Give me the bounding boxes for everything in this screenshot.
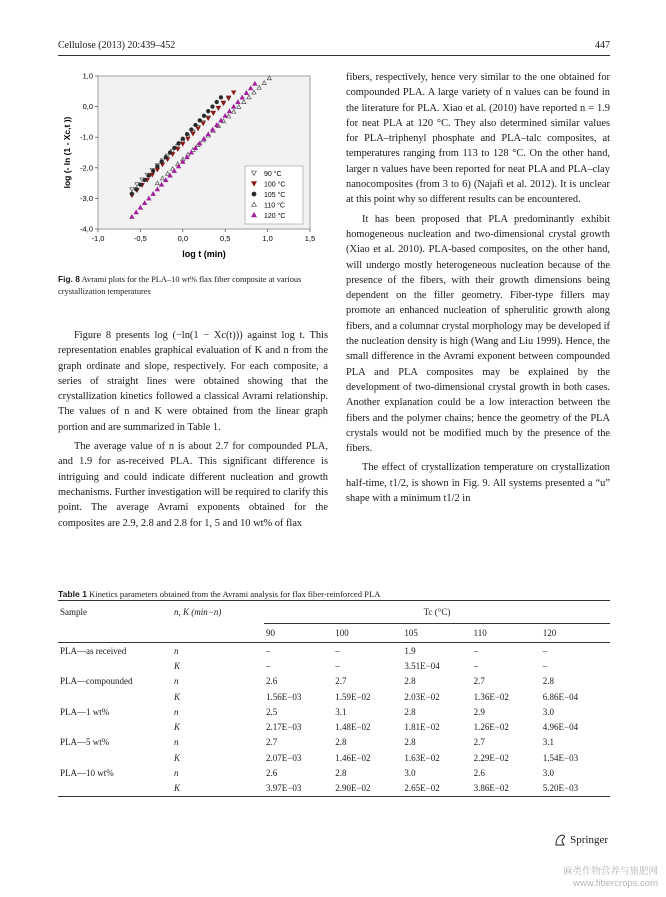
data-point bbox=[202, 114, 206, 118]
data-point bbox=[134, 187, 138, 191]
legend-label: 110 °C bbox=[264, 202, 285, 210]
data-point bbox=[143, 178, 147, 182]
data-point bbox=[194, 123, 198, 127]
value-cell: 2.7 bbox=[335, 676, 347, 687]
value-cell: 1.59E−02 bbox=[335, 691, 371, 702]
left-column bbox=[58, 328, 328, 531]
paragraph: fibers, respectively, hence very similar to the one obtained for compounded PLA. A large variety of n values can be found in the literature for PLA. Xiao et al. (2010) have reported n = 1.9 for neat PLA at 120 °C. They also determined similar values for PLA–triphenyl phosphate and PLA–talc composites, at temperatures ranging from 113 to 128 °C. On the other hand, larger n values have been reported for neat PLA and PLA–clay nanocomposites (from 3 to 6) (Najafi et al. 2012). It is unclear at this point why so different results can be encountered. bbox=[346, 72, 610, 206]
value-cell: 1.81E−02 bbox=[404, 722, 440, 733]
table-row bbox=[58, 719, 610, 734]
data-point bbox=[164, 155, 168, 159]
watermark bbox=[563, 866, 658, 890]
data-point bbox=[185, 132, 189, 136]
header-temp: 100 bbox=[333, 624, 402, 643]
paragraph: Figure 8 presents log (−ln(1 − Xc(t))) against log t. This representation enables graphical evaluation of K and n from the graph ordinate and slope, respectively. For each composite, a series of straight lines were obtained showing that the crystallization kinetics followed a classical Avrami relationship. The values of n and K were obtained from the linear graph portion and are summarized in Table 1. bbox=[58, 330, 328, 433]
data-point bbox=[177, 142, 181, 146]
value-cell: 1.54E−03 bbox=[542, 752, 579, 763]
data-point bbox=[206, 109, 210, 113]
x-tick-label: -0,5 bbox=[133, 234, 147, 243]
x-axis-label: log t (min) bbox=[182, 249, 226, 259]
sample-cell bbox=[58, 658, 172, 673]
sample-cell: PLA—5 wt% bbox=[60, 737, 110, 748]
header-temp: 120 bbox=[541, 624, 610, 643]
param-cell: K bbox=[172, 781, 264, 797]
y-tick-label: 1,0 bbox=[82, 71, 93, 81]
table-row bbox=[58, 643, 610, 659]
figure-caption-text: Avrami plots for the PLA–10 wt% flax fiber composite at various crystallization temperatures bbox=[58, 275, 302, 296]
table-caption bbox=[58, 589, 380, 599]
param-cell: K bbox=[174, 660, 181, 671]
y-tick-label: -1,0 bbox=[80, 132, 93, 142]
param-cell: K bbox=[174, 752, 181, 763]
sample-cell bbox=[58, 689, 172, 704]
legend-label: 100 °C bbox=[264, 181, 286, 189]
y-tick-label: -2,0 bbox=[80, 163, 93, 173]
page-number: 447 bbox=[595, 40, 610, 51]
value-cell: – bbox=[335, 660, 340, 671]
sample-cell bbox=[58, 719, 172, 734]
data-point bbox=[198, 119, 202, 123]
paragraph: It has been proposed that PLA predominantly exhibit homogeneous nucleation and two-dimensional crystal growth (Xiao et al. 2010). PLA-based composites, on the other hand, will undergo mostly heterogeneous nucleation because of the presence of the fibers, with their growth dimensions being dependent on the filler geometry. Fiber-type fillers may promote an enhanced nucleation of spherulitic growth along fibers, and a columnar crystal morphology may be developed if the nucleation density is high (Wang and Liu 1999). Hence, the small difference in the Avrami exponent between compounded PLA and PLA composites may be explained by the development of two-dimensional crystal growth in both cases. Another explanation could be a low interaction between the fibers and the polymer chains; hence the geometry of the PLA crystals would not be modified much by the presence of the fibers. bbox=[346, 213, 610, 455]
data-point bbox=[211, 105, 215, 109]
value-cell: 2.03E−02 bbox=[404, 691, 440, 702]
y-tick-label: -3,0 bbox=[80, 193, 93, 203]
value-cell: 3.0 bbox=[404, 768, 416, 779]
table-label: Table 1 bbox=[58, 589, 87, 599]
y-axis-label: log (- ln (1 - Xc,t )) bbox=[62, 116, 72, 189]
legend-label: 105 °C bbox=[264, 192, 286, 199]
value-cell: 3.97E−03 bbox=[264, 781, 333, 797]
value-cell: – bbox=[542, 660, 548, 671]
watermark-url: www.fibercrops.com bbox=[573, 878, 658, 889]
table-row bbox=[58, 765, 610, 780]
value-cell: 2.90E−02 bbox=[333, 781, 402, 797]
value-cell: 1.36E−02 bbox=[473, 691, 509, 702]
x-tick-label: 0,5 bbox=[219, 234, 231, 243]
param-cell: n bbox=[174, 676, 179, 687]
x-tick-label: -1,0 bbox=[91, 234, 105, 243]
x-tick-label: 0,0 bbox=[177, 234, 189, 243]
value-cell: 2.29E−02 bbox=[473, 752, 509, 763]
value-cell: 2.6 bbox=[266, 768, 278, 779]
value-cell: 3.0 bbox=[542, 768, 554, 779]
value-cell: – bbox=[542, 645, 548, 656]
value-cell: 2.7 bbox=[473, 737, 485, 748]
data-point bbox=[139, 183, 143, 187]
data-point bbox=[173, 146, 177, 150]
value-cell: 4.96E−04 bbox=[542, 722, 579, 733]
watermark-cn: 麻类作物营养与施肥网 bbox=[562, 866, 658, 877]
data-point bbox=[215, 100, 219, 104]
sample-cell: PLA—compounded bbox=[60, 676, 133, 687]
data-point bbox=[156, 164, 160, 168]
param-cell: n bbox=[174, 645, 179, 656]
value-cell: 2.8 bbox=[404, 706, 416, 717]
value-cell: 2.8 bbox=[404, 737, 416, 748]
value-cell: – bbox=[335, 645, 340, 656]
param-cell: n bbox=[174, 706, 179, 717]
header-param: n, K (min−n) bbox=[172, 601, 264, 624]
table-row bbox=[58, 658, 610, 673]
sample-cell: PLA—1 wt% bbox=[60, 706, 110, 717]
data-point bbox=[181, 137, 185, 141]
header-temp: 105 bbox=[402, 624, 471, 643]
springer-horse-icon bbox=[553, 833, 567, 847]
value-cell: 2.5 bbox=[266, 706, 278, 717]
kinetics-table bbox=[58, 600, 610, 797]
header-rule bbox=[58, 55, 610, 56]
header-temp: 110 bbox=[472, 624, 541, 643]
publisher-logo bbox=[553, 833, 608, 847]
value-cell: 2.65E−02 bbox=[402, 781, 471, 797]
sample-cell: PLA—as received bbox=[60, 645, 127, 656]
value-cell: 2.6 bbox=[473, 768, 485, 779]
value-cell: 1.9 bbox=[404, 645, 416, 656]
sample-cell: PLA—10 wt% bbox=[60, 768, 114, 779]
value-cell: – bbox=[266, 660, 271, 671]
value-cell: 3.1 bbox=[335, 706, 347, 717]
table-row bbox=[58, 704, 610, 719]
x-tick-label: 1,5 bbox=[304, 234, 316, 243]
right-column bbox=[346, 70, 610, 506]
table-row bbox=[58, 750, 610, 765]
legend-marker bbox=[252, 192, 256, 196]
value-cell: 2.8 bbox=[335, 768, 347, 779]
table-row bbox=[58, 781, 610, 797]
paragraph: The effect of crystallization temperature on crystallization half-time, t1/2, is shown in Fig. 9. All systems presented a “u” shape with a minimum t1/2 in bbox=[346, 462, 610, 505]
table-row bbox=[58, 689, 610, 704]
value-cell: – bbox=[473, 645, 479, 656]
value-cell: 1.26E−02 bbox=[473, 722, 509, 733]
publisher-name: Springer bbox=[570, 834, 608, 846]
data-point bbox=[168, 151, 172, 155]
data-point bbox=[160, 160, 164, 164]
value-cell: 1.56E−03 bbox=[266, 691, 302, 702]
legend-label: 90 °C bbox=[264, 171, 282, 178]
y-tick-label: -4,0 bbox=[80, 224, 93, 234]
data-point bbox=[219, 96, 223, 100]
value-cell: 3.86E−02 bbox=[472, 781, 541, 797]
value-cell: – bbox=[473, 660, 479, 671]
table-caption-text: Kinetics parameters obtained from the Avrami analysis for flax fiber-reinforced PLA bbox=[86, 589, 381, 599]
value-cell: 5.20E−03 bbox=[541, 781, 610, 797]
legend-label: 120 °C bbox=[264, 213, 286, 220]
figure-label: Fig. 8 bbox=[58, 274, 80, 284]
param-cell: n bbox=[174, 737, 179, 748]
table-row bbox=[58, 674, 610, 689]
value-cell: 3.0 bbox=[542, 706, 554, 717]
table-header-row bbox=[58, 601, 610, 624]
table-row bbox=[58, 735, 610, 750]
param-cell: K bbox=[174, 722, 181, 733]
data-point bbox=[130, 192, 134, 196]
value-cell: 2.8 bbox=[335, 737, 347, 748]
sample-cell bbox=[58, 781, 172, 797]
value-cell: 2.8 bbox=[404, 676, 416, 687]
value-cell: 2.7 bbox=[266, 737, 278, 748]
table-header-row bbox=[58, 624, 610, 643]
y-tick-label: 0,0 bbox=[82, 102, 93, 112]
header-tc: Tc (°C) bbox=[264, 601, 610, 624]
x-tick-label: 1,0 bbox=[262, 234, 273, 243]
value-cell: 2.8 bbox=[542, 676, 554, 687]
value-cell: 2.17E−03 bbox=[266, 722, 302, 733]
avrami-chart bbox=[58, 64, 328, 269]
value-cell: 2.9 bbox=[473, 706, 485, 717]
header-sample: Sample bbox=[58, 601, 172, 624]
value-cell: 2.6 bbox=[266, 676, 278, 687]
journal-citation: Cellulose (2013) 20:439–452 bbox=[58, 40, 176, 51]
value-cell: 1.63E−02 bbox=[404, 752, 440, 763]
header-temp: 90 bbox=[264, 624, 333, 643]
value-cell: 3.1 bbox=[542, 737, 554, 748]
data-point bbox=[189, 128, 193, 132]
value-cell: – bbox=[266, 645, 271, 656]
value-cell: 2.07E−03 bbox=[266, 752, 302, 763]
value-cell: 1.46E−02 bbox=[335, 752, 371, 763]
value-cell: 2.7 bbox=[473, 676, 485, 687]
data-point bbox=[151, 169, 155, 173]
table-body bbox=[58, 643, 610, 797]
value-cell: 6.86E−04 bbox=[542, 691, 579, 702]
sample-cell bbox=[58, 750, 172, 765]
param-cell: K bbox=[174, 691, 181, 702]
figure-caption bbox=[58, 274, 328, 297]
value-cell: 3.51E−04 bbox=[404, 660, 440, 671]
data-point bbox=[147, 174, 151, 178]
param-cell: n bbox=[174, 768, 179, 779]
paragraph: The average value of n is about 2.7 for compounded PLA, and 1.9 for as-received PLA. This significant difference is intriguing and could indicate different nucleation and growth mechanisms. Further investigation will be required to clarify this point. The average Avrami exponents obtained for the composites are 2.9, 2.8 and 2.8 for 1, 5 and 10 wt% of flax bbox=[58, 441, 328, 529]
value-cell: 1.48E−02 bbox=[335, 722, 371, 733]
